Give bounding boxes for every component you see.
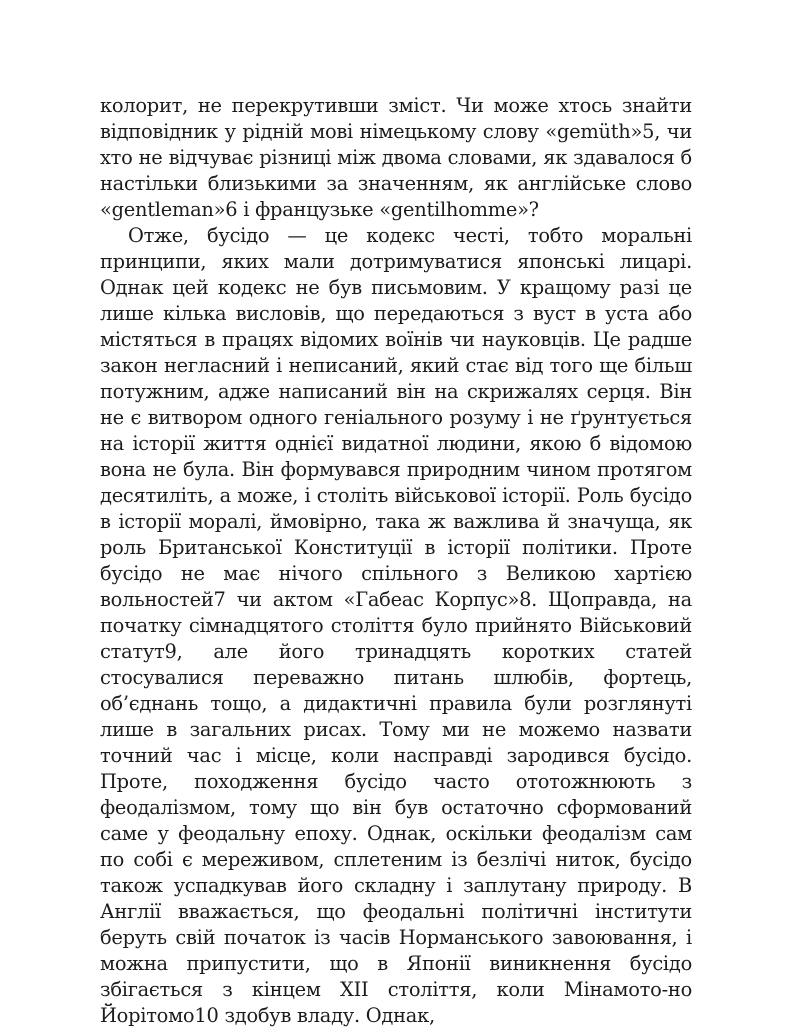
paragraph-continued: колорит, не перекрутивши зміст. Чи може хтось знайти відповідник у рідній мові німецькому слову «gemüth»5, чи хто не відчуває різниці між двома словами, як здавалося б настільки близькими за значенням, як англійське слово «gentleman»6 і французьке «gentilhomme»?	[100, 94, 692, 221]
body-text	[100, 93, 692, 1029]
paragraph-bushido: Отже, бусідо — це кодекс честі, тобто моральні принципи, яких мали дотримуватися японські лицарі. Однак цей кодекс не був письмовим. У кращому разі це лише кілька висловів, що передаються з вуст в уста або містяться в працях відомих воїнів чи науковців. Це радше закон негласний і неписаний, який стає від того ще більш потужним, адже написаний він на скрижалях серця. Він не є витвором одного геніального розуму і не ґрунтується на історії життя однієї видатної людини, якою б відомою вона не була. Він формувався природним чином протягом десятиліть, а може, і століть військової історії. Роль бусідо в історії моралі, ймовірно, така ж важлива й значуща, як роль Британської Конституції в історії політики. Проте бусідо не має нічого спільного з Великою хартією вольностей7 чи актом «Габеас Корпус»8. Щоправда, на початку сімнадцятого століття було прийнято Військовий статут9, але його тринадцять коротких статей стосувалися переважно питань шлюбів, фортець, об’єднань тощо, а дидактичні правила були розглянуті лише в загальних рисах. Тому ми не можемо назвати точний час і місце, коли насправді зародився бусідо. Проте, походження бусідо часто ототожнюють з феодалізмом, тому що він був остаточно сформований саме у феодальну епоху. Однак, оскільки феодалізм сам по собі є мереживом, сплетеним із безлічі ниток, бусідо також успадкував його складну і заплутану природу. В Англії вважається, що феодальні політичні інститути беруть свій початок із часів Норманського завоювання, і можна припустити, що в Японії виникнення бусідо збігається з кінцем XII століття, коли Мінамото-но Йорітомо10 здобув владу. Однак,	[100, 224, 692, 1027]
